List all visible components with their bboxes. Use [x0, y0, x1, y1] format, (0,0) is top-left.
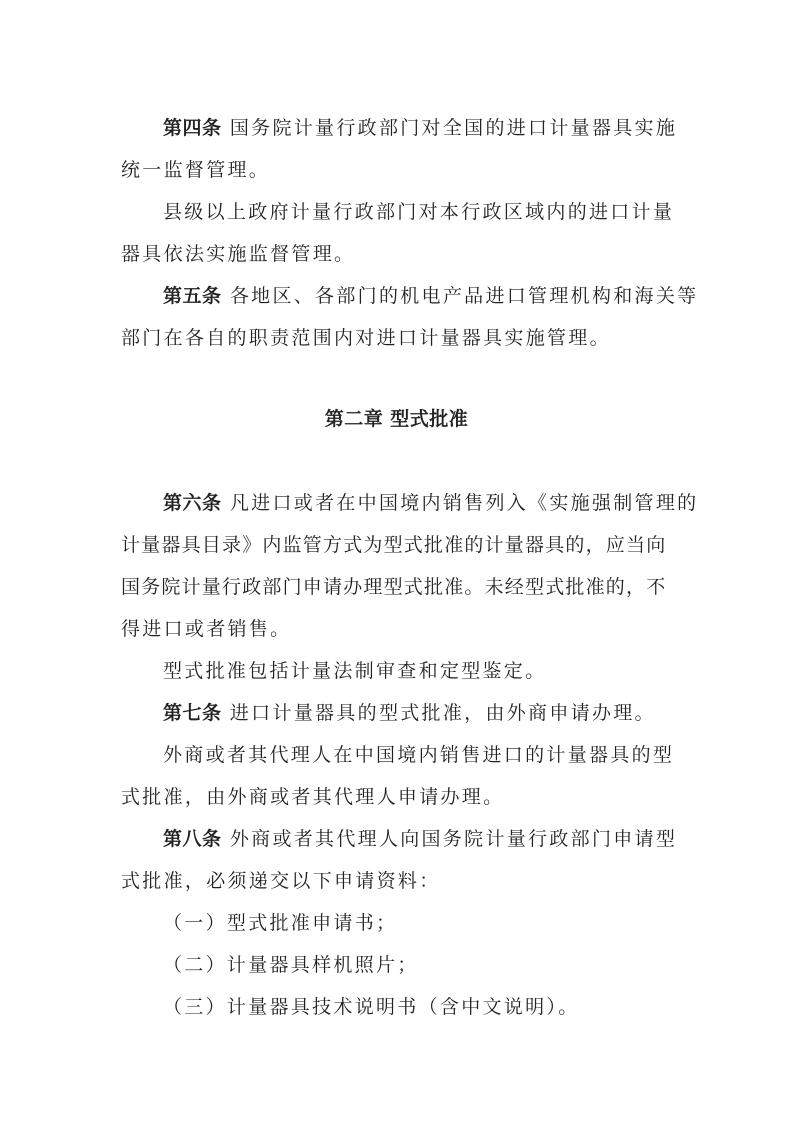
- article-5-label: 第五条: [163, 285, 222, 307]
- article-5-line-2: 部门在各自的职责范围内对进口计量器具实施管理。: [121, 327, 611, 349]
- article-4-para-2-line-2: 器具依法实施监督管理。: [121, 243, 356, 265]
- article-6-line-4: 得进口或者销售。: [121, 618, 292, 640]
- article-7-para-2-line-2: 式批准，由外商或者其代理人申请办理。: [121, 786, 505, 808]
- article-6-line-1: [163, 490, 698, 516]
- article-4-text-1: 国务院计量行政部门对全国的进口计量器具实施: [229, 117, 678, 139]
- article-4-line-1: [163, 115, 677, 141]
- article-4-label: 第四条: [163, 117, 222, 139]
- article-8-item-1: （一）型式批准申请书；: [163, 912, 398, 934]
- article-7-para-2-line-1: 外商或者其代理人在中国境内销售进口的计量器具的型: [163, 744, 675, 766]
- article-8-item-3: （三）计量器具技术说明书（含中文说明）。: [163, 996, 580, 1018]
- article-8-text-1: 外商或者其代理人向国务院计量行政部门申请型: [229, 828, 678, 850]
- article-7-text-1: 进口计量器具的型式批准，由外商申请办理。: [229, 702, 656, 724]
- article-8-line-2: 式批准，必须递交以下申请资料：: [121, 870, 441, 892]
- article-5-text-1: 各地区、各部门的机电产品进口管理机构和海关等: [229, 285, 699, 307]
- article-4-para-2-line-1: 县级以上政府计量行政部门对本行政区域内的进口计量: [163, 201, 675, 223]
- article-8-item-2: （二）计量器具样机照片；: [163, 954, 419, 976]
- article-6-line-3: 国务院计量行政部门申请办理型式批准。未经型式批准的，不: [121, 576, 667, 598]
- article-6-line-2: 计量器具目录》内监管方式为型式批准的计量器具的，应当向: [121, 534, 667, 556]
- article-5-line-1: [163, 283, 698, 309]
- chapter-2-heading: 第二章 型式批准: [324, 408, 469, 430]
- article-8-label: 第八条: [163, 828, 222, 850]
- article-6-para-2: 型式批准包括计量法制审查和定型鉴定。: [163, 660, 547, 682]
- article-7-label: 第七条: [163, 702, 222, 724]
- article-6-label: 第六条: [163, 492, 222, 514]
- article-7-line-1: [163, 700, 656, 726]
- article-8-line-1: [163, 826, 677, 852]
- article-4-line-2: 统一监督管理。: [121, 159, 271, 181]
- article-6-text-1: 凡进口或者在中国境内销售列入《实施强制管理的: [229, 492, 699, 514]
